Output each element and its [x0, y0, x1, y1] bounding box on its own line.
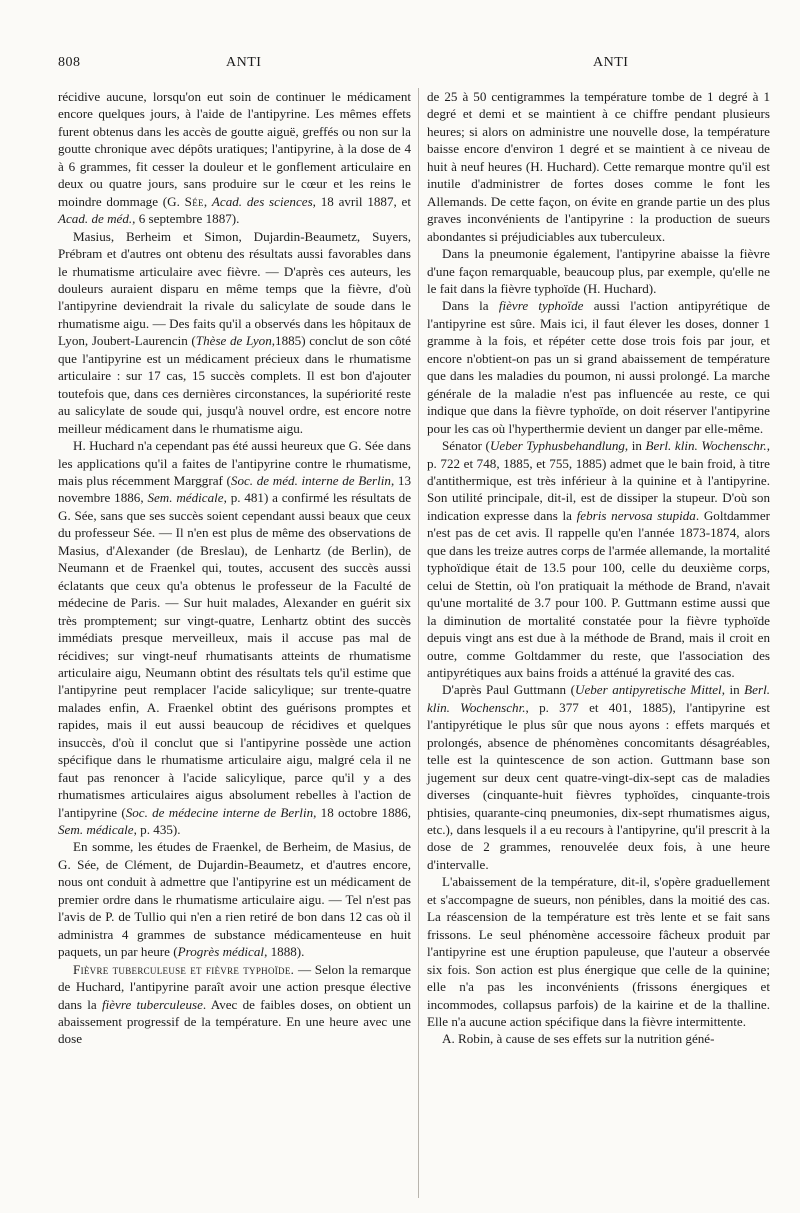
- page-header: [0, 55, 800, 79]
- running-title-left: ANTI: [226, 55, 262, 70]
- running-title-right: ANTI: [593, 55, 629, 70]
- paragraph: Fièvre tuberculeuse et fièvre typhoïde. — Selon la remarque de Huchard, l'antipyrine paraît avoir une action presque élective dans la fièvre tuberculeuse. Avec de faibles doses, on obtient un abaissement progressif de la température. En une heure avec une dose: [58, 961, 411, 1047]
- paragraph: Dans la fièvre typhoïde aussi l'action antipyrétique de l'antipyrine est sûre. Mais ici, il faut élever les doses, donner 1 gramme à la fois, et répéter cette dose trois fois par jour, et encore n'obtient-on pas un si grand abaissement de température que dans les maladies du poumon, ni aussi prolongé. La marche générale de la maladie n'est pas influencée au reste, ce qui indique que dans la fièvre typhoïde, on doit réserver l'antipyrine pour les cas où l'hyperthermie devient un danger par elle-même.: [427, 298, 770, 436]
- paragraph: D'après Paul Guttmann (Ueber antipyretische Mittel, in Berl. klin. Wochenschr., p. 377 et 401, 1885), l'antipyrine est l'antipyrétique le plus sûr que nous ayons : effets marqués et prolongés, absence de phénomènes concomitants désagréables, telle est la quintescence de son action. Guttmann base son jugement sur deux cent quatre-vingt-dix-sept cas de maladies diverses (cinquante-huit fièvres typhoïdes, cinquante-trois phtisies, quarante-cinq pneumonies, dix-sept rhumatismes aigus, etc.), dans lesquels il a eu recours à l'antipyrine, qu'il prescrit à la dose de 2 grammes, renouvelée deux fois, à une heure d'intervalle.: [427, 682, 770, 872]
- paragraph: Dans la pneumonie également, l'antipyrine abaisse la fièvre d'une façon remarquable, beaucoup plus, par exemple, qu'elle ne le fait dans la fièvre typhoïde (H. Huchard).: [427, 246, 770, 296]
- right-column: [427, 88, 770, 1048]
- paragraph: Masius, Berheim et Simon, Dujardin-Beaumetz, Suyers, Prébram et d'autres ont obtenu des résultats aussi favorables dans le rhumatisme articulaire avec fièvre. — D'après ces auteurs, les douleurs auraient disparu en même temps que la fièvre, d'où l'antipyrine deviendrait la rivale du salicylate de soude dans le rhumatisme aigu. — Des faits qu'il a observés dans les hôpitaux de Lyon, Joubert-Laurencin (Thèse de Lyon,1885) conclut de son côté que l'antipyrine est un médicament précieux dans le rhumatisme articulaire : sur 17 cas, 15 succès complets. Il est bon d'ajouter toutefois que, dans ces dernières circonstances, la supériorité reste au salicylate de soude qui, jusqu'à nouvel ordre, est encore notre meilleur médicament dans le rhumatisme aigu.: [58, 228, 411, 436]
- paragraph: L'abaissement de la température, dit-il, s'opère graduellement et s'accompagne de sueurs, non pénibles, dans la moitié des cas. La réascension de la température est très lente et se fait sans frissons. Le seul phénomène accessoire fâcheux produit par l'antipyrine est une éruption papuleuse, que l'auteur a observée six fois. Son action est plus énergique que celle de la quinine; elle n'a pas les inconvénients (frissons énergiques et incommodes, collapsus parfois) de la kairine et de la thalline. Elle n'a aucune action spécifique dans la fièvre intermittente.: [427, 874, 770, 1030]
- page-number: 808: [58, 55, 81, 70]
- paragraph: Sénator (Ueber Typhusbehandlung, in Berl. klin. Wochenschr., p. 722 et 748, 1885, et 755, 1885) admet que le bain froid, à titre d'antithermique, est très inférieur à la quinine et à l'antipyrine. Son utilité principale, dit-il, est de dissiper la stupeur. D'où son indication expresse dans la febris nervosa stupida. Goltdammer n'est pas de cet avis. Il rappelle qu'en l'année 1873-1874, alors que dans les treize autres corps de l'armée allemande, la mortalité typhoïdique était de 13.5 pour 100, celle du deuxième corps, celui de Stettin, où l'on pratiquait la méthode de Brand, n'avait qu'une mortalité de 3.7 pour 100. P. Guttmann estime aussi que la diminution de mortalité constatée pour la fièvre typhoïde depuis vingt ans est due à la méthode de Brand, mais il croit en outre, comme Goltdammer du reste, que l'association des antipyrétiques aux bains froids a atténué la gravité des cas.: [427, 438, 771, 680]
- left-column: [58, 88, 411, 1048]
- paragraph: de 25 à 50 centigrammes la température tombe de 1 degré à 1 degré et demi et se maintient à ce chiffre pendant plusieurs heures; si alors on administre une nouvelle dose, la température baisse encore d'environ 1 degré et se maintient à ce niveau de huit à neuf heures (H. Huchard). Cette remarque montre qu'il est inutile d'administrer de fortes doses comme le font les Allemands. De cette façon, on évite en grande partie un des plus graves inconvénients de l'antipyrine : la production de sueurs abondantes si préjudiciables aux tuberculeux.: [427, 89, 770, 244]
- section-heading: Fièvre tuberculeuse et fièvre typhoïde.: [73, 961, 295, 977]
- paragraph: H. Huchard n'a cependant pas été aussi heureux que G. Sée dans les applications qu'il a faites de l'antipyrine contre le rhumatisme, mais plus récemment Marggraf (Soc. de méd. interne de Berlin, 13 novembre 1886, Sem. médicale, p. 481) a confirmé les résultats de G. Sée, sans que ses succès soient cependant aussi beaux que ceux du professeur Sée. — Il n'en est plus de même des observations de Masius, d'Alexander (de Breslau), de Lenhartz (de Berlin), de Neumann et de Fraenkel qui, toutes, accusent des succès aussi éclatants que ceux qu'a obtenus le professeur de la Faculté de médecine de Paris. — Sur huit malades, Alexander en guérit six très promptement; sur vingt-quatre, Lenhartz obtint des succès immédiats presque merveilleux, mais il accuse pas mal de récidives; sur vingt-neuf rhumatisants atteints de rhumatisme articulaire aigu, Neumann obtint des résultats tels qu'il estime que l'antipyrine peut remplacer l'acide salicylique; sur trente-quatre malades enfin, A. Fraenkel obtint des guérisons promptes et rapides, mais il eut aussi beaucoup de récidives et quelques insuccès, d'où il conclut que si l'antipyrine possède une action spécifique dans le rhumatisme articulaire aigu, malgré cela il ne faut pas renoncer à l'acide salicylique, parce qu'il y a des rhumatismes articulaires aigus absolument rebelles à l'action de l'antipyrine (Soc. de médecine interne de Berlin, 18 octobre 1886, Sem. médicale, p. 435).: [58, 438, 412, 838]
- paragraph: En somme, les études de Fraenkel, de Berheim, de Masius, de G. Sée, de Clément, de Dujardin-Beaumetz, et d'autres encore, nous ont conduit à admettre que l'antipyrine est un médicament de premier ordre dans le rhumatisme articulaire aigu. — Tel n'est pas l'avis de P. de Tullio qui n'en a rien retiré de bon dans 12 cas où il administra 4 grammes de substance médicamenteuse en huit paquets, un par heure (Progrès médical, 1888).: [58, 839, 411, 960]
- paragraph: récidive aucune, lorsqu'on eut soin de continuer le médicament encore quelques jours, à l'aide de l'antipyrine. Les mêmes effets furent obtenus dans les accès de goutte aiguë, greffés ou non sur la goutte chronique avec dépôts uratiques; l'antipyrine, à la dose de 4 à 6 grammes, fit cesser la douleur et le gonflement articulaire en deux ou quatre jours, sans produire sur le cœur et les reins le moindre dommage (G. Sée, Acad. des sciences, 18 avril 1887, et Acad. de méd., 6 septembre 1887).: [58, 89, 411, 227]
- column-divider: [418, 88, 419, 1198]
- paragraph: A. Robin, à cause de ses effets sur la nutrition géné-: [442, 1031, 715, 1047]
